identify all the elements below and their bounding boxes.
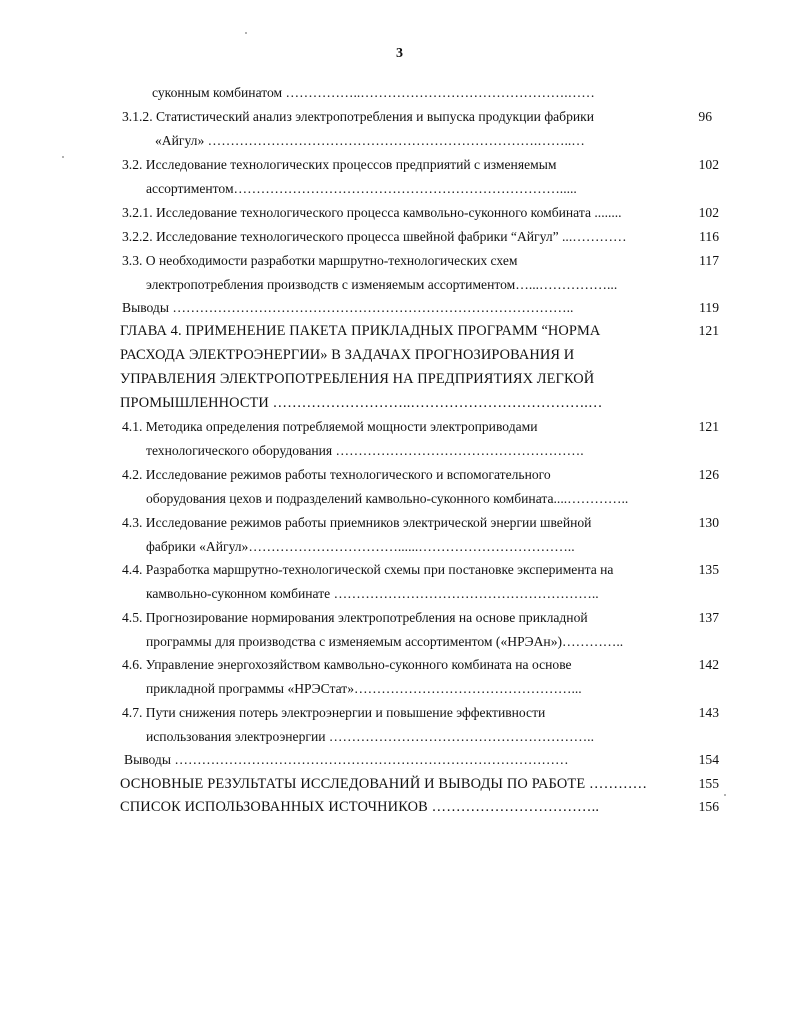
toc-page-main-results: 155 [698,776,719,791]
scan-speck [724,794,726,796]
toc-entry-3-1-2: 3.1.2. Статистический анализ электропотребления и выпуска продукции фабрики [122,109,595,124]
toc-entry-3-1-2-cont: «Айгул» ……………………………………………………………….……..… [155,133,585,148]
toc-page-3-2-1: 102 [698,205,719,220]
toc-chapter-4-line-4: ПРОМЫШЛЕННОСТИ ………………………..……………………………….… [120,395,603,411]
toc-page-4-7: 143 [698,705,719,720]
toc-page-4-3: 130 [698,515,719,530]
toc-page-3-2-2: 116 [699,229,719,244]
toc-entry-main-results: ОСНОВНЫЕ РЕЗУЛЬТАТЫ ИССЛЕДОВАНИЙ И ВЫВОДЫ ПО РАБОТЕ ………… [120,776,648,792]
toc-entry-4-5-cont: программы для производства с изменяемым ассортиментом («НРЭАн»)………….. [146,634,624,649]
toc-entry-4-4: 4.4. Разработка маршрутно-технологической схемы при постановке эксперимента на [122,562,614,577]
toc-entry-4-7-cont: использования электроэнергии ………………………………………………….. [146,729,594,744]
toc-entry-4-6: 4.6. Управление энергохозяйством камвольно-суконного комбината на основе [122,657,572,672]
toc-entry-3-2-cont: ассортиментом………………………………………………………………..... [146,181,577,196]
toc-entry-3-2-1: 3.2.1. Исследование технологического процесса камвольно-суконного комбината ........ [122,205,622,220]
toc-entry-4-6-cont: прикладной программы «НРЭСтат»…………………………………………... [146,681,582,696]
toc-entry-references: СПИСОК ИСПОЛЬЗОВАННЫХ ИСТОЧНИКОВ …………………………….. [120,799,600,815]
toc-entry-continuation: суконным комбинатом ……………..……………………………………….…… [152,85,595,100]
toc-entry-4-3: 4.3. Исследование режимов работы приемников электрической энергии швейной [122,515,592,530]
toc-entry-4-5: 4.5. Прогнозирование нормирования электропотребления на основе прикладной [122,610,588,625]
toc-entry-4-1: 4.1. Методика определения потребляемой мощности электроприводами [122,419,538,434]
toc-page-4-5: 137 [698,610,719,625]
toc-page-4-4: 135 [698,562,719,577]
toc-page-3-1-2: 96 [698,109,712,124]
toc-page-chapter-4: 121 [698,323,719,338]
toc-chapter-4-line-3: УПРАВЛЕНИЯ ЭЛЕКТРОПОТРЕБЛЕНИЯ НА ПРЕДПРИЯТИЯХ ЛЕГКОЙ [120,371,595,387]
toc-page-3-3: 117 [699,253,719,268]
toc-entry-4-1-cont: технологического оборудования ………………………………………………. [146,443,584,458]
toc-entry-4-3-cont: фабрики «Айгул»……………………………......…………………………….. [146,539,575,554]
toc-entry-4-4-cont: камвольно-суконном комбинате ………………………………………………….. [146,586,599,601]
toc-entry-4-2-cont: оборудования цехов и подразделений камвольно-суконного комбината....………….. [146,491,629,506]
page-number: 3 [396,46,403,61]
toc-entry-3-3: 3.3. О необходимости разработки маршрутно-технологических схем [122,253,518,268]
toc-entry-3-2: 3.2. Исследование технологических процессов предприятий с изменяемым [122,157,557,172]
toc-page-conclusions-4: 154 [698,752,719,767]
toc-entry-4-7: 4.7. Пути снижения потерь электроэнергии и повышение эффективности [122,705,546,720]
toc-page-4-6: 142 [698,657,719,672]
toc-page-3-2: 102 [698,157,719,172]
toc-entry-3-3-cont: электропотребления производств с изменяемым ассортиментом…...……………... [146,277,618,292]
scan-speck [62,156,64,158]
toc-entry-conclusions-3: Выводы …………………………………………………………………………….. [122,300,574,315]
toc-entry-conclusions-4: Выводы …………………………………………………………………………… [124,752,569,767]
toc-page-4-1: 121 [698,419,719,434]
scan-speck [245,32,247,34]
toc-chapter-4-line-2: РАСХОДА ЭЛЕКТРОЭНЕРГИИ» В ЗАДАЧАХ ПРОГНОЗИРОВАНИЯ И [120,347,575,363]
toc-page-4-2: 126 [698,467,719,482]
toc-chapter-4-line-1: ГЛАВА 4. ПРИМЕНЕНИЕ ПАКЕТА ПРИКЛАДНЫХ ПРОГРАММ “НОРМА [120,323,601,339]
toc-entry-3-2-2: 3.2.2. Исследование технологического процесса швейной фабрики “Айгул” ...………… [122,229,627,244]
toc-page-references: 156 [698,799,719,814]
toc-page-conclusions-3: 119 [699,300,719,315]
toc-entry-4-2: 4.2. Исследование режимов работы технологического и вспомогательного [122,467,551,482]
